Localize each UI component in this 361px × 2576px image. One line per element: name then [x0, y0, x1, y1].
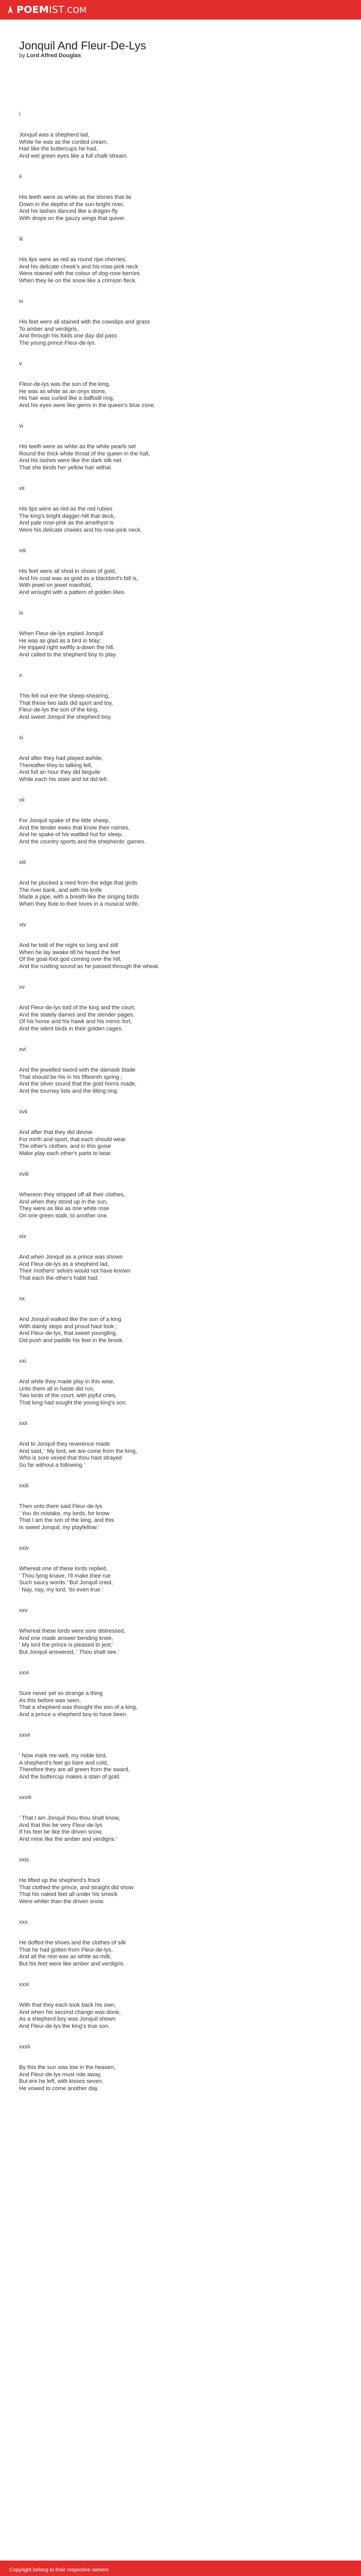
poem-line: Whereat these lords were sore distressed,	[19, 1628, 126, 1634]
poem-line: Jonquil was a shepherd lad,	[19, 132, 90, 138]
stanza	[19, 735, 344, 783]
poem-line: So far without a following.'	[19, 1462, 85, 1468]
stanza	[19, 2044, 344, 2092]
poem-line: That long had sought the young king's son.	[19, 1399, 127, 1406]
poem-line: And to Jonquil they reverence made	[19, 1441, 110, 1447]
poem-line: His feet were all shod in shoes of gold,	[19, 568, 117, 574]
stanza	[19, 1046, 344, 1095]
poem-line: His feet were all stained with the cowslips and grass	[19, 319, 150, 325]
stanza	[19, 1483, 344, 1531]
poem-line: That I am the son of the king, and this	[19, 1517, 114, 1523]
stanza-number: xxv	[19, 1607, 28, 1614]
poem-line: And the silver sound that the gold horns made,	[19, 1081, 137, 1087]
stanza-number: v	[19, 361, 22, 367]
stanza	[19, 298, 344, 347]
poem-line: That she binds her yellow hair withal.	[19, 464, 112, 471]
stanza	[19, 1919, 344, 1968]
stanza-number: ix	[19, 610, 23, 616]
poem-line: He vowed to come another day.	[19, 2085, 99, 2092]
stanza	[19, 1109, 344, 1157]
stanza	[19, 423, 344, 471]
poem-line: And the jewelled sword with the damask blade	[19, 1067, 136, 1073]
poem-line: And through his folds one day did pass	[19, 333, 117, 339]
poem-line: Two lords of the court, with joyful cries,	[19, 1393, 117, 1399]
poem-line: And Fleur-de-lys, that sweet youngling,	[19, 1330, 118, 1336]
stanza-number: xx	[19, 1296, 25, 1302]
poem-line: But ere he left, with kisses seven,	[19, 2078, 104, 2084]
poem-line: While each his state and lot did tell.	[19, 776, 108, 783]
poem-line: And after that they did devise	[19, 1129, 93, 1136]
stanza-number: xxxii	[19, 2044, 30, 2050]
stanza-number: xix	[19, 1233, 26, 1240]
poem-line: On one green stalk, to another one.	[19, 1212, 109, 1219]
poem-line: And full an hour they did beguile	[19, 769, 101, 775]
stanza-number: xxx	[19, 1919, 28, 1925]
poem-line: That he had gotten from Fleur-de-lys,	[19, 1946, 113, 1953]
poem-line: His teeth were as white as the stones that lie	[19, 194, 132, 200]
stanza-number: xxxi	[19, 1981, 29, 1988]
stanza-number: iv	[19, 298, 23, 304]
poem-line: By this the sun was low in the heaven,	[19, 2064, 116, 2071]
poem-line: The king's bright dagger-hilt that deck,	[19, 513, 116, 519]
site-header	[0, 0, 361, 20]
poem-line: Down in the depths of the sun-bright river,	[19, 201, 124, 208]
poem-line: But Jonquil answered, ' Thou shalt see.'	[19, 1649, 119, 1655]
poem-line: And he plucked a reed from the edge that girds	[19, 880, 138, 886]
poem-line: And Fleur-de-lys told of the king and the court,	[19, 1005, 136, 1011]
stanza	[19, 1233, 344, 1282]
poem-line: And sweet Jonquil the shepherd boy.	[19, 714, 112, 720]
poem-line: Sure never yet so strange a thing	[19, 1690, 103, 1697]
stanza	[19, 361, 344, 409]
poem-line: With jewel on jewel manifold,	[19, 582, 92, 588]
poem-line: His hair was curled like a daffodil ring,	[19, 395, 114, 401]
logo-text-poem: POEM	[17, 4, 49, 15]
stanza	[19, 1358, 344, 1406]
poem-line: And pale rose-pink as the amethyst is	[19, 520, 114, 526]
poem-line: He doffed the shoes and the clothes of silk	[19, 1940, 126, 1946]
stanza	[19, 1857, 344, 1905]
stanza	[19, 1420, 344, 1469]
poem-line: When Fleur-de-lys espied Jonquil	[19, 631, 104, 637]
poem-line: And the tourney lists and the tilting ring.	[19, 1088, 119, 1094]
poem-line: Hair like the buttercups he had,	[19, 146, 98, 152]
poem-line: And the buttercup makes a stain of gold.	[19, 1773, 121, 1780]
poem-line: ' You do mistake, my lords, for know	[19, 1510, 110, 1517]
logo-text-ist: IST	[48, 4, 64, 15]
poem-line: And when they stood up in the sun,	[19, 1198, 108, 1205]
poem-line: For mirth and sport, that each should wear	[19, 1136, 126, 1143]
poem-line: And one made answer bending knee,	[19, 1635, 113, 1641]
stanza	[19, 1545, 344, 1594]
poem-line: Were stained with the colour of dog-rose berries	[19, 270, 140, 277]
poem-line: When they lie on the snow like a crimson fleck.	[19, 277, 137, 284]
poem-line: Is sweet Jonquil, my playfellow.'	[19, 1524, 99, 1531]
stanza-number: xiii	[19, 859, 26, 866]
poem-line: That each the other's habit had.	[19, 1275, 99, 1281]
poem-line: And the tender ewes that know their names,	[19, 824, 130, 831]
stanza	[19, 1732, 344, 1781]
stanza-number: vi	[19, 423, 23, 429]
byline-prefix: by	[19, 53, 25, 59]
poem-line: ' My lord the prince is pleased to jest;'	[19, 1642, 113, 1648]
poem-line: But his feet were like amber and verdigris.	[19, 1960, 125, 1967]
poem-line: His lips were as red as round ripe cherries,	[19, 257, 127, 263]
stanza-number: x	[19, 672, 22, 679]
poem-line: And when his second change was done,	[19, 2009, 121, 2015]
stanza	[19, 1296, 344, 1344]
poem-line: And he spake of his wattled hut for sleep,	[19, 832, 123, 838]
poem-line: As a shepherd boy was Jonquil shown	[19, 2016, 116, 2022]
poem-line: And Fleur-de-lys must ride away,	[19, 2071, 102, 2078]
poem-line: Made a pipe, with a breath like the singing birds	[19, 894, 139, 900]
poem-line: And the silent birds in their golden cages.	[19, 1025, 123, 1032]
stanza	[19, 859, 344, 908]
site-logo[interactable]	[7, 4, 87, 15]
poem-line: Did push and paddle his feet in the brook.	[19, 1337, 124, 1344]
stanza-number: xiv	[19, 922, 26, 928]
poem-line: Of the goat-foot god coming over the hill,	[19, 956, 122, 962]
poem-body	[19, 111, 344, 2106]
poem-line: The young prince Fleur-de-lys.	[19, 340, 96, 346]
poem-line: For Jonquil spake of the little sheep,	[19, 818, 110, 824]
poem-line: And his lashes danced like a dragon-fly	[19, 208, 118, 214]
stanza-number: xxix	[19, 1857, 29, 1863]
poem-line: And his eyes were like gems in the queen's blue zone.	[19, 402, 156, 409]
stanza	[19, 797, 344, 845]
poem-line: When they flute to their loves in a musical strife.	[19, 901, 139, 907]
poem-line: And the stately dames and the slender pages,	[19, 1011, 135, 1018]
stanza-number: ii	[19, 174, 22, 180]
stanza-number: xxiv	[19, 1545, 29, 1551]
poem-line: That these two lads did sport and toy,	[19, 700, 113, 706]
poem-title: Jonquil And Fleur-De-Lys	[19, 39, 146, 52]
poem-line: A shepherd's feet go bare and cold,	[19, 1759, 108, 1766]
poem-line: He was as glad as a bird in May;	[19, 637, 101, 644]
stanza	[19, 610, 344, 658]
stanza-number: xxi	[19, 1358, 26, 1364]
poem-line: Round the thick white throat of the queen in the hall,	[19, 450, 150, 457]
stanza-number: xii	[19, 797, 25, 803]
poem-line: And that this be very Fleur-de-lys	[19, 1822, 103, 1828]
poem-line: And wet green eyes like a full chalk stream.	[19, 152, 128, 159]
poem-line: Were whiter than the driven snow.	[19, 1898, 105, 1905]
stanza-number: xxiii	[19, 1483, 29, 1489]
poem-line: He lifted up the shepherd's frock	[19, 1877, 101, 1884]
poem-line: The river bank, and with his knife	[19, 887, 102, 893]
stanza	[19, 174, 344, 222]
poem-line: Whereat one of these lords replied,	[19, 1566, 108, 1572]
stanza-number: vii	[19, 485, 25, 492]
poem-line: White he was as the curded cream,	[19, 139, 108, 145]
stanza	[19, 485, 344, 534]
poem-line: Of his horse and his hawk and his mimic fort,	[19, 1019, 132, 1025]
poem-line: And the country sports and the shepherds' games.	[19, 838, 146, 845]
stanza	[19, 111, 344, 160]
stanza-number: xxviii	[19, 1794, 31, 1801]
poem-line: Whereon they stripped off all their clothes,	[19, 1192, 125, 1198]
poem-line: And Fleur-de-lys the king's true son.	[19, 2023, 110, 2029]
stanza	[19, 1981, 344, 2030]
poem-line: He tripped right swiftly a-down the hill,	[19, 645, 115, 651]
poem-line: Their mothers' selves would not have known	[19, 1268, 131, 1274]
poem-line: Who is sore vexed that thou hast strayed	[19, 1455, 122, 1461]
site-footer	[0, 2561, 361, 2576]
stanza	[19, 236, 344, 284]
poem-line: They were as like as one white rose	[19, 1206, 109, 1212]
poem-line: This fell out ere the sheep-shearing,	[19, 693, 110, 699]
poem-line: To amber and verdigris,	[19, 326, 78, 332]
byline	[19, 53, 81, 59]
poem-line: That his naked feet all under his smock	[19, 1891, 118, 1897]
poem-line: And his lashes were like the dark silk net	[19, 457, 122, 464]
stanza-number: xvi	[19, 1046, 26, 1053]
poem-line: With that they each took back his own,	[19, 2002, 116, 2008]
poem-line: ' Now mark me well, my noble lord,	[19, 1753, 107, 1759]
poem-line: Such saucy words.' But Jonquil cried,	[19, 1580, 113, 1586]
poem-line: And mine like the amber and verdigris.'	[19, 1836, 117, 1842]
stanza-number: iii	[19, 236, 23, 242]
poem-line: Fleur-de-lys the son of the king,	[19, 707, 99, 713]
poem-line: If his feet be like the driven snow,	[19, 1829, 103, 1835]
stanza-number: xviii	[19, 1171, 29, 1177]
poem-line: Were his delicate cheeks and his rose-pink neck.	[19, 527, 142, 533]
poem-line: And his coat was as gold as a blackbird's bill is,	[19, 575, 138, 582]
stanza	[19, 1670, 344, 1718]
poem-line: And Jonquil walked like the son of a king	[19, 1316, 122, 1323]
poem-line: As this before was seen,	[19, 1697, 81, 1704]
poem-line: And Fleur-de-lys as a shepherd lad,	[19, 1261, 109, 1267]
stanza	[19, 672, 344, 721]
poem-line: Therefore they are all green from the sward,	[19, 1767, 130, 1773]
poem-line: And when Jonquil as a prince was shown	[19, 1254, 123, 1260]
stanza-number: xi	[19, 735, 23, 741]
stanza-number: xxii	[19, 1420, 27, 1427]
stanza	[19, 984, 344, 1032]
poem-line: That should be his in his fifteenth spring ;	[19, 1074, 122, 1080]
stanza	[19, 922, 344, 970]
stanza-number: viii	[19, 548, 26, 554]
poem-line: His lips were as red as the red rubies	[19, 506, 112, 512]
poem-line: With dainty steps and proud haut look ;	[19, 1323, 118, 1330]
poem-line: ' That I am Jonquil thou thou shalt know,	[19, 1815, 120, 1821]
poem-line: That a shepherd was thought the son of a king,	[19, 1704, 138, 1710]
stanza	[19, 1607, 344, 1656]
stanza	[19, 548, 344, 596]
poem-line: And the rustling sound as he passed through the wheat.	[19, 963, 160, 970]
poem-line: And wrought with a pattern of golden lilies.	[19, 589, 126, 596]
poem-line: With drops on the gauzy wings that quiver.	[19, 215, 126, 222]
quill-icon	[7, 5, 13, 14]
poem-line: Fleur-de-lys was the son of the king,	[19, 381, 110, 387]
poem-line: And while they made play in this wise,	[19, 1379, 115, 1385]
stanza-number: xxvi	[19, 1670, 29, 1676]
poem-line: And all the rest was as white as milk,	[19, 1954, 112, 1960]
stanza-number: xxvii	[19, 1732, 30, 1738]
poem-line: He was as white as an onyx stone,	[19, 388, 107, 395]
poem-line: That clothed the prince, and straight did show	[19, 1884, 134, 1891]
poem-line: And a prince a shepherd boy to have been.	[19, 1711, 128, 1718]
poem-line: Unto them all in haste did run,	[19, 1385, 95, 1392]
poem-line: ' Thou lying knave, I'll make thee rue	[19, 1572, 111, 1579]
poem-line: And called to the shepherd boy to play.	[19, 651, 117, 658]
poem-line: When he lay awake till he heard the feet	[19, 949, 120, 956]
poem-line: And he told of the night so long and still	[19, 942, 119, 948]
poem-line: ' Nay, nay, my lord, 'tis even true.'	[19, 1586, 103, 1593]
stanza	[19, 1171, 344, 1219]
poem-line: And after they had played awhile,	[19, 755, 103, 761]
poem-line: Make play each other's parts to bear.	[19, 1150, 112, 1157]
poem-line: His teeth were as white as the white pearls set	[19, 444, 136, 450]
author-link[interactable]: Lord Alfred Douglas	[26, 53, 81, 59]
poem-line: And his delicate cheek's and his rose-pink neck	[19, 263, 138, 270]
stanza-number: i	[19, 111, 21, 117]
logo-text-dotcom: .COM	[64, 5, 87, 15]
stanza	[19, 1794, 344, 1843]
stanza-number: xvii	[19, 1109, 27, 1115]
stanza-number: xv	[19, 984, 25, 990]
poem-line: And said, ' My lord, we are come from the king,	[19, 1448, 137, 1454]
poem-line: Thereafter they to talking fell,	[19, 762, 92, 769]
copyright-text: Copyright belong to their respective owners	[9, 2567, 109, 2573]
poem-line: The other's clothes, and in this guise	[19, 1143, 111, 1149]
poem-line: Then unto them said Fleur-de-lys	[19, 1503, 103, 1510]
